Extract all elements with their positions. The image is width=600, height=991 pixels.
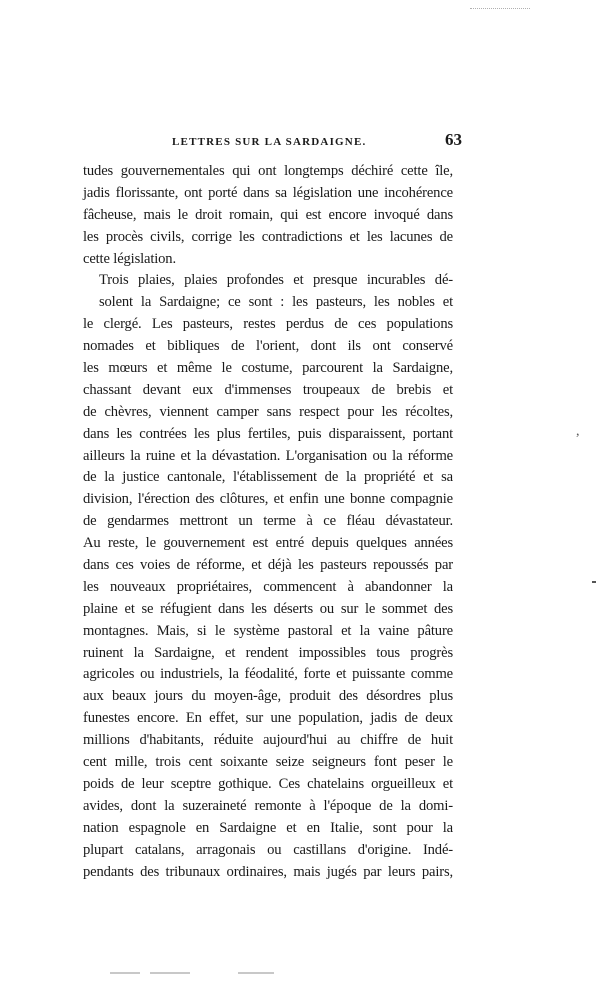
text-line: aux beaux jours du moyen-âge, produit des désordres plus [83,688,453,705]
bottom-edge-mark [238,972,274,974]
text-line: dans les contrées les plus fertiles, puis disparaissent, portant [83,425,453,442]
text-line: nation espagnole en Sardaigne et en Italie, sont pour la [83,819,453,836]
scan-mark-top [470,8,530,10]
text-line: ruinent la Sardaigne, et rendent impossibles tous progrès [83,644,453,661]
text-line: tudes gouvernementales qui ont longtemps déchiré cette île, [83,163,453,179]
text-line: solent la Sardaigne; ce sont : les pasteurs, les nobles et [99,294,453,311]
bottom-edge-mark [150,972,190,974]
text-line: avides, dont la suzeraineté remonte à l'époque de la domi- [83,797,453,814]
text-line: ailleurs la ruine et la dévastation. L'organisation ou la réforme [83,447,453,464]
text-line: le clergé. Les pasteurs, restes perdus de ces populations [83,316,453,333]
stray-ink-dot [592,581,596,583]
page-header [172,130,462,154]
text-line: les mœurs et même le costume, parcourent la Sardaigne, [83,360,453,377]
text-line: Au reste, le gouvernement est entré depuis quelques années [83,535,453,552]
text-line-paragraph-start: Trois plaies, plaies profondes et presque incurables dé- [99,272,453,289]
text-line: pendants des tribunaux ordinaires, mais jugés par leurs pairs, [83,863,453,880]
text-line: funestes encore. En effet, sur une population, jadis de deux [83,710,453,727]
bottom-edge-mark [110,972,140,974]
text-line: millions d'habitants, réduite aujourd'hui au chiffre de huit [83,732,453,749]
text-line: les nouveaux propriétaires, commencent à abandonner la [83,578,453,595]
text-line: nomades et bibliques de l'orient, dont ils ont conservé [83,338,453,355]
text-line: les procès civils, corrige les contradictions et les lacunes de [83,228,453,245]
text-line: agricoles ou industriels, la féodalité, forte et puissante comme [83,666,453,683]
running-title: LETTRES SUR LA SARDAIGNE. [172,136,367,148]
body-text [83,161,453,883]
text-line: division, l'érection des clôtures, et enfin une bonne compagnie [83,491,453,508]
text-line: dans ces voies de réforme, et déjà les pasteurs repoussés par [83,557,453,574]
text-line: chassant devant eux d'immenses troupeaux de brebis et [83,381,453,398]
text-line: de gendarmes mettront un terme à ce fléau dévastateur. [83,513,453,530]
text-line: de chèvres, viennent camper sans respect pour les récoltes, [83,403,453,420]
text-line: de la justice cantonale, l'établissement de la propriété et sa [83,469,453,486]
text-line: plupart catalans, arragonais ou castillans d'origine. Indé- [83,841,453,858]
text-line: plaine et se réfugient dans les déserts ou sur le sommet des [83,600,453,617]
text-line: fâcheuse, mais le droit romain, qui est encore invoqué dans [83,206,453,223]
page-number: 63 [445,130,462,149]
text-line: cette législation. [83,250,176,267]
text-line: jadis florissante, ont porté dans sa législation une incohérence [83,184,453,201]
text-line: poids de leur sceptre gothique. Ces chatelains orgueilleux et [83,775,453,792]
text-line: cent mille, trois cent soixante seize seigneurs font peser le [83,754,453,771]
stray-ink-comma: , [576,424,580,439]
text-line: montagnes. Mais, si le système pastoral et la vaine pâture [83,622,453,639]
